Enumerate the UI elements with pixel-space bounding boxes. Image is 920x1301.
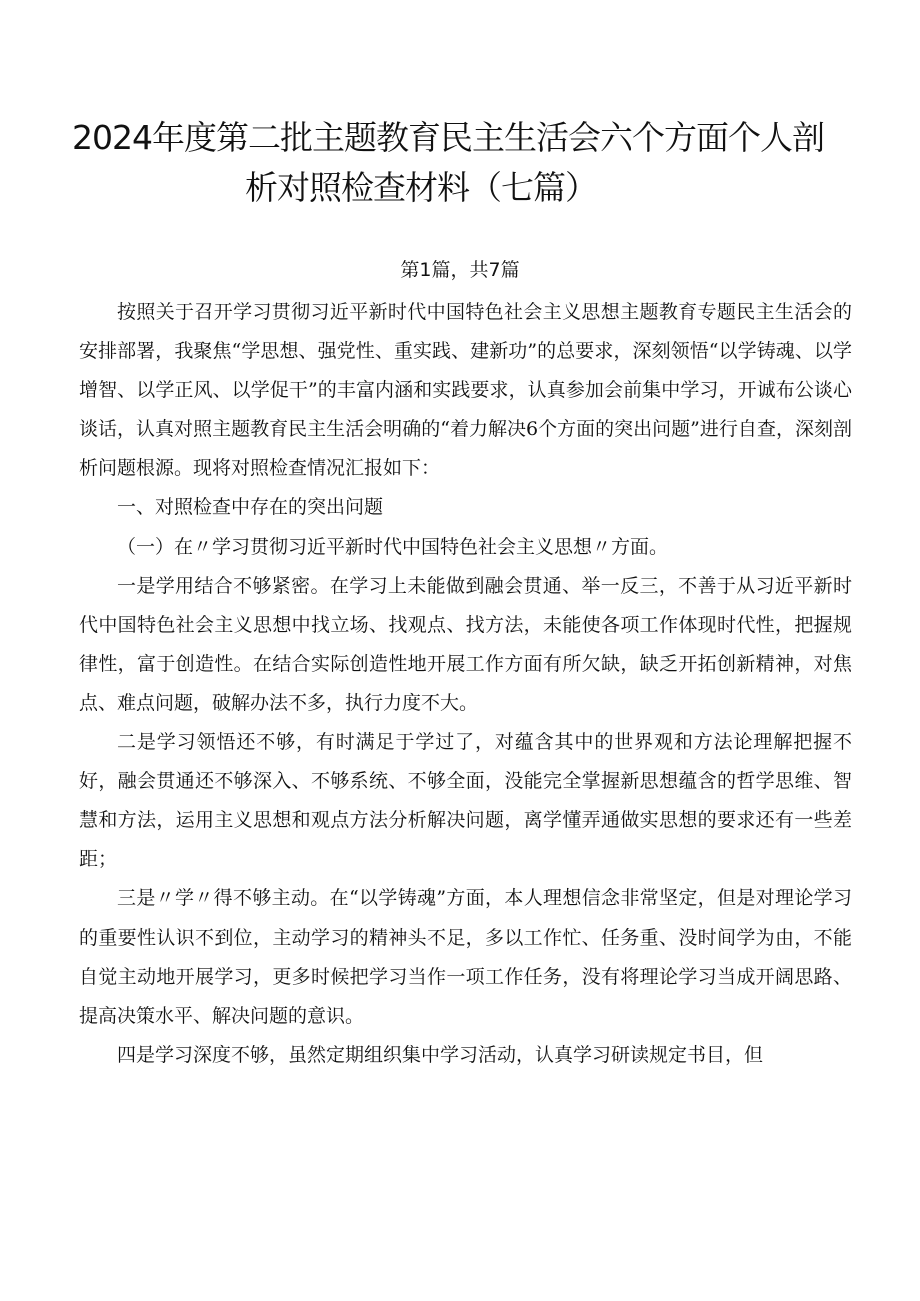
part-label: 第1篇，共7篇 xyxy=(400,259,520,281)
body-paragraph: 一是学用结合不够紧密。在学习上未能做到融会贯通、举一反三，不善于从习近平新时代中国特色社会主义思想中找立场、找观点、找方法，未能使各项工作体现时代性，把握规律性，富于创造性。在结合实际创造性地开展工作方面有所欠缺，缺乏开拓创新精神，对焦点、难点问题，破解办法不多，执行力度不大。 xyxy=(79,574,852,714)
document-body xyxy=(79,293,852,1075)
document-title-line-1: 2024年度第二批主题教育民主生活会六个方面个人剖 xyxy=(72,118,824,157)
subsection-heading: （一）在〃学习贯彻习近平新时代中国特色社会主义思想〃方面。 xyxy=(117,535,669,558)
section-heading: 一、对照检查中存在的突出问题 xyxy=(117,496,384,519)
body-paragraph: 二是学习领悟还不够，有时满足于学过了，对蕴含其中的世界观和方法论理解把握不好，融会贯通还不够深入、不够系统、不够全面，没能完全掌握新思想蕴含的哲学思维、智慧和方法，运用主义思想和观点方法分析解决问题，离学懂弄通做实思想的要求还有一些差距； xyxy=(79,731,852,871)
intro-paragraph: 按照关于召开学习贯彻习近平新时代中国特色社会主义思想主题教育专题民主生活会的安排部署，我聚焦“学思想、强党性、重实践、建新功”的总要求，深刻领悟“以学铸魂、以学增智、以学正风、以学促干”的丰富内涵和实践要求，认真参加会前集中学习，开诚布公谈心谈话，认真对照主题教育民主生活会明确的“着力解决6个方面的突出问题”进行自查，深刻剖析问题根源。现将对照检查情况汇报如下： xyxy=(79,301,852,480)
document-title-line-2: 析对照检查材料（七篇） xyxy=(245,168,597,207)
body-paragraph: 三是〃学〃得不够主动。在“以学铸魂”方面，本人理想信念非常坚定，但是对理论学习的重要性认识不到位，主动学习的精神头不足，多以工作忙、任务重、没时间学为由，不能自觉主动地开展学习，更多时候把学习当作一项工作任务，没有将理论学习当成开阔思路、提高决策水平、解决问题的意识。 xyxy=(79,887,852,1027)
body-paragraph: 四是学习深度不够，虽然定期组织集中学习活动，认真学习研读规定书目，但 xyxy=(117,1043,764,1066)
